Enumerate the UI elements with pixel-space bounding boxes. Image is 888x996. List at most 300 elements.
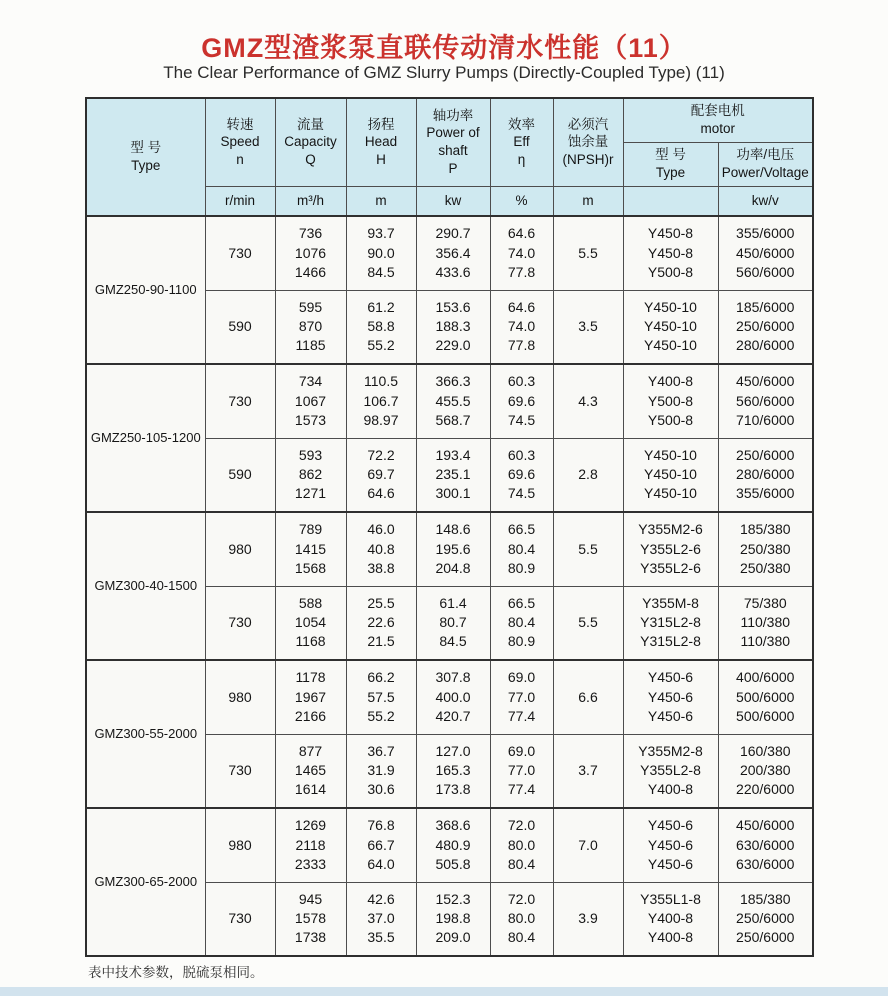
model-label: GMZ250-105-1200 bbox=[90, 430, 201, 446]
value-line: 300.1 bbox=[435, 485, 471, 502]
unit-eff bbox=[490, 186, 553, 216]
value-line: 980 bbox=[228, 688, 252, 705]
col-header-motor-group bbox=[623, 98, 813, 142]
value-line: 290.7 bbox=[435, 225, 471, 242]
value-line: 72.0 bbox=[507, 817, 536, 834]
head-cell bbox=[346, 734, 416, 808]
header-line: 效率 bbox=[508, 116, 535, 132]
npsh-cell bbox=[553, 586, 623, 660]
value-line: 42.6 bbox=[367, 890, 395, 907]
model-cell bbox=[86, 512, 205, 660]
value-line: 980 bbox=[228, 540, 252, 557]
value-line: 4.3 bbox=[578, 392, 598, 409]
value-line: 77.4 bbox=[507, 707, 536, 724]
power-voltage-cell bbox=[718, 660, 813, 734]
value-line: 789 bbox=[298, 521, 323, 538]
value-line: 280/6000 bbox=[736, 466, 795, 483]
col-header-type bbox=[86, 98, 205, 216]
head-cell bbox=[346, 512, 416, 586]
value-line: 74.5 bbox=[507, 411, 536, 428]
model-label: GMZ300-65-2000 bbox=[94, 874, 198, 890]
value-line: 93.7 bbox=[367, 225, 395, 242]
motor-type-cell bbox=[623, 586, 718, 660]
bottom-band bbox=[0, 987, 888, 996]
value-line: 61.2 bbox=[367, 298, 395, 315]
value-line: 200/380 bbox=[739, 762, 791, 779]
power-cell bbox=[416, 512, 490, 586]
value-line: 568.7 bbox=[435, 411, 471, 428]
power-voltage-cell bbox=[718, 290, 813, 364]
head-cell bbox=[346, 290, 416, 364]
value-line: 38.8 bbox=[367, 559, 395, 576]
unit-label: % bbox=[515, 192, 528, 208]
motor-type-cell bbox=[623, 808, 718, 882]
value-line: 250/380 bbox=[739, 540, 791, 557]
value-line: Y450-10 bbox=[644, 466, 697, 483]
value-line: 77.0 bbox=[507, 688, 536, 705]
value-line: 60.3 bbox=[507, 446, 536, 463]
value-line: 2333 bbox=[294, 855, 327, 872]
eff-cell bbox=[490, 512, 553, 586]
power-voltage-cell bbox=[718, 586, 813, 660]
value-line: 433.6 bbox=[435, 263, 471, 280]
value-line: 356.4 bbox=[435, 244, 471, 261]
eff-cell bbox=[490, 808, 553, 882]
value-line: 1076 bbox=[294, 244, 327, 261]
value-line: 2118 bbox=[295, 836, 326, 853]
value-line: 730 bbox=[228, 244, 252, 261]
value-line: 590 bbox=[228, 318, 252, 335]
value-line: 3.9 bbox=[578, 910, 598, 927]
power-voltage-cell bbox=[718, 734, 813, 808]
value-line: Y450-8 bbox=[647, 225, 694, 242]
model-label: GMZ250-90-1100 bbox=[94, 282, 197, 298]
value-line: 877 bbox=[298, 742, 323, 759]
value-line: 193.4 bbox=[435, 446, 471, 463]
value-line: 730 bbox=[228, 762, 252, 779]
speed-cell bbox=[205, 438, 275, 512]
value-line: 46.0 bbox=[367, 521, 395, 538]
value-line: 1568 bbox=[294, 559, 327, 576]
value-line: 80.4 bbox=[507, 614, 536, 631]
value-line: 870 bbox=[298, 318, 323, 335]
capacity-cell bbox=[275, 734, 346, 808]
value-line: Y450-6 bbox=[647, 836, 694, 853]
col-header-eff bbox=[490, 98, 553, 186]
unit-capacity bbox=[275, 186, 346, 216]
unit-speed bbox=[205, 186, 275, 216]
capacity-cell bbox=[275, 290, 346, 364]
value-line: 500/6000 bbox=[736, 707, 795, 724]
power-cell bbox=[416, 808, 490, 882]
power-cell bbox=[416, 438, 490, 512]
unit-label: r/min bbox=[225, 192, 255, 208]
power-voltage-cell bbox=[718, 364, 813, 438]
motor-type-cell bbox=[623, 216, 718, 290]
header-line: 轴功率 bbox=[432, 107, 474, 123]
value-line: 80.4 bbox=[507, 855, 536, 872]
value-line: 505.8 bbox=[435, 855, 471, 872]
value-line: 66.5 bbox=[507, 521, 536, 538]
head-cell bbox=[346, 660, 416, 734]
motor-type-cell bbox=[623, 290, 718, 364]
value-line: 3.5 bbox=[578, 318, 598, 335]
value-line: 98.97 bbox=[363, 411, 399, 428]
value-line: 165.3 bbox=[435, 762, 471, 779]
value-line: 630/6000 bbox=[736, 855, 795, 872]
value-line: 593 bbox=[298, 446, 323, 463]
value-line: Y450-10 bbox=[644, 485, 697, 502]
value-line: 40.8 bbox=[367, 540, 395, 557]
value-line: 160/380 bbox=[739, 742, 791, 759]
speed-cell bbox=[205, 290, 275, 364]
value-line: Y355M2-6 bbox=[638, 521, 703, 538]
value-line: 730 bbox=[228, 392, 252, 409]
value-line: 110.5 bbox=[364, 373, 398, 390]
model-cell bbox=[86, 808, 205, 956]
value-line: 1466 bbox=[294, 263, 327, 280]
header-line: Capacity bbox=[284, 134, 337, 150]
value-line: 450/6000 bbox=[736, 373, 795, 390]
header-line: Speed bbox=[220, 134, 260, 150]
header-line: 配套电机 bbox=[690, 103, 745, 119]
value-line: Y400-8 bbox=[647, 929, 694, 946]
value-line: 64.6 bbox=[507, 225, 536, 242]
eff-cell bbox=[490, 586, 553, 660]
value-line: 127.0 bbox=[435, 742, 471, 759]
header-line: Q bbox=[305, 152, 316, 168]
col-header-speed bbox=[205, 98, 275, 186]
value-line: 736 bbox=[298, 225, 323, 242]
speed-cell bbox=[205, 512, 275, 586]
value-line: 153.6 bbox=[435, 298, 471, 315]
value-line: 77.4 bbox=[507, 781, 536, 798]
value-line: 58.8 bbox=[367, 318, 395, 335]
value-line: 500/6000 bbox=[736, 688, 795, 705]
value-line: Y450-6 bbox=[647, 669, 694, 686]
capacity-cell bbox=[275, 438, 346, 512]
col-header-power bbox=[416, 98, 490, 186]
speed-cell bbox=[205, 216, 275, 290]
page-title: GMZ型渣浆泵直联传动清水性能（11） bbox=[201, 33, 687, 63]
eff-cell bbox=[490, 216, 553, 290]
value-line: 72.0 bbox=[507, 890, 536, 907]
model-label: GMZ300-55-2000 bbox=[94, 726, 198, 742]
value-line: 945 bbox=[298, 890, 323, 907]
unit-label: kw bbox=[444, 192, 462, 208]
col-header-npsh bbox=[553, 98, 623, 186]
value-line: 74.0 bbox=[507, 244, 536, 261]
value-line: 25.5 bbox=[367, 594, 395, 611]
value-line: 77.8 bbox=[507, 263, 536, 280]
model-label: GMZ300-40-1500 bbox=[94, 578, 198, 594]
power-voltage-cell bbox=[718, 438, 813, 512]
value-line: 730 bbox=[228, 614, 252, 631]
unit-head bbox=[346, 186, 416, 216]
head-cell bbox=[346, 438, 416, 512]
value-line: 1614 bbox=[294, 781, 327, 798]
value-line: Y400-8 bbox=[647, 781, 694, 798]
value-line: 588 bbox=[298, 594, 323, 611]
motor-type-cell bbox=[623, 660, 718, 734]
value-line: 250/6000 bbox=[736, 929, 795, 946]
value-line: 64.6 bbox=[507, 298, 536, 315]
value-line: 250/380 bbox=[739, 559, 791, 576]
value-line: 209.0 bbox=[435, 929, 471, 946]
value-line: 250/6000 bbox=[736, 910, 795, 927]
value-line: Y355L1-8 bbox=[640, 890, 701, 907]
value-line: 980 bbox=[228, 836, 252, 853]
value-line: 69.7 bbox=[367, 466, 395, 483]
capacity-cell bbox=[275, 808, 346, 882]
header-line: Type bbox=[131, 158, 161, 173]
value-line: Y450-6 bbox=[647, 855, 694, 872]
header-line: (NPSH)r bbox=[562, 152, 614, 168]
value-line: 80.0 bbox=[507, 836, 536, 853]
motor-type-cell bbox=[623, 734, 718, 808]
value-line: Y450-6 bbox=[647, 817, 694, 834]
model-cell bbox=[86, 660, 205, 808]
col-header-capacity bbox=[275, 98, 346, 186]
value-line: Y355L2-8 bbox=[640, 762, 701, 779]
value-line: 400.0 bbox=[435, 688, 471, 705]
value-line: Y450-8 bbox=[647, 244, 694, 261]
value-line: Y450-6 bbox=[647, 688, 694, 705]
capacity-cell bbox=[275, 660, 346, 734]
header-line: Head bbox=[364, 134, 398, 150]
value-line: 355/6000 bbox=[736, 485, 795, 502]
value-line: 455.5 bbox=[435, 392, 471, 409]
value-line: 7.0 bbox=[578, 836, 598, 853]
eff-cell bbox=[490, 660, 553, 734]
value-line: 480.9 bbox=[435, 836, 471, 853]
value-line: Y315L2-8 bbox=[640, 614, 701, 631]
value-line: 188.3 bbox=[435, 318, 471, 335]
value-line: 152.3 bbox=[435, 890, 471, 907]
value-line: 235.1 bbox=[435, 466, 471, 483]
value-line: 185/380 bbox=[739, 890, 791, 907]
value-line: Y355L2-6 bbox=[640, 540, 701, 557]
header-line: 扬程 bbox=[367, 116, 395, 132]
value-line: 66.5 bbox=[507, 594, 536, 611]
value-line: 84.5 bbox=[439, 633, 467, 650]
value-line: 69.6 bbox=[507, 392, 536, 409]
value-line: 36.7 bbox=[367, 742, 395, 759]
value-line: 35.5 bbox=[367, 929, 395, 946]
header-line: H bbox=[376, 152, 386, 168]
value-line: 420.7 bbox=[435, 707, 471, 724]
value-line: 560/6000 bbox=[736, 392, 795, 409]
speed-cell bbox=[205, 808, 275, 882]
value-line: 1054 bbox=[294, 614, 327, 631]
npsh-cell bbox=[553, 734, 623, 808]
npsh-cell bbox=[553, 438, 623, 512]
value-line: 37.0 bbox=[367, 910, 395, 927]
col-header-motor-type bbox=[623, 142, 718, 186]
npsh-cell bbox=[553, 364, 623, 438]
value-line: 1168 bbox=[295, 633, 326, 650]
value-line: 250/6000 bbox=[736, 446, 795, 463]
eff-cell bbox=[490, 438, 553, 512]
value-line: Y315L2-8 bbox=[640, 633, 701, 650]
value-line: 61.4 bbox=[439, 594, 467, 611]
speed-cell bbox=[205, 364, 275, 438]
value-line: Y500-8 bbox=[647, 411, 694, 428]
col-header-head bbox=[346, 98, 416, 186]
header-line: n bbox=[236, 152, 244, 168]
value-line: 1178 bbox=[295, 669, 326, 686]
value-line: 57.5 bbox=[367, 688, 395, 705]
col-header-power-voltage bbox=[718, 142, 813, 186]
power-cell bbox=[416, 734, 490, 808]
value-line: 66.2 bbox=[367, 669, 395, 686]
motor-type-cell bbox=[623, 364, 718, 438]
value-line: 2166 bbox=[294, 707, 327, 724]
value-line: 1738 bbox=[294, 929, 327, 946]
value-line: 710/6000 bbox=[736, 411, 795, 428]
value-line: Y450-10 bbox=[644, 337, 697, 354]
value-line: 195.6 bbox=[435, 540, 471, 557]
power-cell bbox=[416, 660, 490, 734]
power-voltage-cell bbox=[718, 512, 813, 586]
value-line: 21.5 bbox=[367, 633, 395, 650]
header-line: 功率/电压 bbox=[736, 147, 795, 163]
power-cell bbox=[416, 290, 490, 364]
value-line: 106.7 bbox=[363, 392, 399, 409]
value-line: 307.8 bbox=[435, 669, 471, 686]
motor-type-cell bbox=[623, 438, 718, 512]
npsh-cell bbox=[553, 882, 623, 956]
header-line: η bbox=[517, 152, 526, 168]
value-line: 1415 bbox=[294, 540, 327, 557]
spec-table-container bbox=[85, 97, 814, 957]
value-line: 185/380 bbox=[739, 521, 791, 538]
value-line: 80.9 bbox=[507, 559, 536, 576]
value-line: 80.0 bbox=[507, 910, 536, 927]
value-line: 366.3 bbox=[435, 373, 471, 390]
power-voltage-cell bbox=[718, 216, 813, 290]
value-line: 110/380 bbox=[740, 614, 791, 631]
header-line: motor bbox=[700, 121, 735, 137]
value-line: 1573 bbox=[294, 411, 327, 428]
value-line: Y500-8 bbox=[647, 392, 694, 409]
value-line: Y400-8 bbox=[647, 910, 694, 927]
value-line: 173.8 bbox=[435, 781, 471, 798]
value-line: 84.5 bbox=[367, 263, 395, 280]
model-cell bbox=[86, 216, 205, 364]
header-line: Power of bbox=[426, 125, 480, 141]
value-line: 5.5 bbox=[578, 614, 598, 631]
value-line: Y450-10 bbox=[644, 318, 697, 335]
header-line: P bbox=[448, 161, 458, 177]
unit-npsh bbox=[553, 186, 623, 216]
value-line: 77.8 bbox=[507, 337, 536, 354]
unit-label: m bbox=[375, 192, 387, 208]
power-cell bbox=[416, 216, 490, 290]
capacity-cell bbox=[275, 216, 346, 290]
value-line: 3.7 bbox=[578, 762, 598, 779]
header-line: 型 号 bbox=[130, 140, 162, 156]
value-line: 734 bbox=[298, 373, 323, 390]
value-line: 630/6000 bbox=[736, 836, 795, 853]
footer-note: 表中技术参数，脱硫泵相同。 bbox=[88, 965, 264, 980]
value-line: 5.5 bbox=[578, 540, 598, 557]
value-line: 590 bbox=[228, 466, 252, 483]
value-line: Y355M-8 bbox=[642, 594, 699, 611]
value-line: 595 bbox=[298, 298, 323, 315]
head-cell bbox=[346, 882, 416, 956]
value-line: 64.6 bbox=[367, 485, 395, 502]
value-line: 90.0 bbox=[367, 244, 395, 261]
speed-cell bbox=[205, 882, 275, 956]
power-cell bbox=[416, 364, 490, 438]
capacity-cell bbox=[275, 586, 346, 660]
value-line: 31.9 bbox=[367, 762, 395, 779]
unit-power-voltage bbox=[718, 186, 813, 216]
value-line: 220/6000 bbox=[736, 781, 795, 798]
header-line: Type bbox=[655, 165, 686, 180]
unit-label: kw/v bbox=[751, 192, 779, 208]
header-line: 必须汽 bbox=[567, 116, 609, 132]
value-line: 148.6 bbox=[435, 521, 471, 538]
value-line: 69.0 bbox=[507, 742, 536, 759]
header-line: shaft bbox=[438, 143, 468, 159]
value-line: Y450-10 bbox=[644, 298, 697, 315]
header-line: 流量 bbox=[297, 116, 324, 132]
value-line: 250/6000 bbox=[736, 318, 795, 335]
value-line: Y450-10 bbox=[644, 446, 697, 463]
eff-cell bbox=[490, 290, 553, 364]
header-line: Eff bbox=[513, 134, 530, 150]
unit-label: m bbox=[582, 192, 594, 208]
model-cell bbox=[86, 364, 205, 512]
power-cell bbox=[416, 586, 490, 660]
value-line: 2.8 bbox=[578, 466, 598, 483]
speed-cell bbox=[205, 586, 275, 660]
eff-cell bbox=[490, 882, 553, 956]
value-line: 450/6000 bbox=[736, 244, 795, 261]
value-line: 450/6000 bbox=[736, 817, 795, 834]
value-line: 400/6000 bbox=[736, 669, 795, 686]
npsh-cell bbox=[553, 808, 623, 882]
value-line: 66.7 bbox=[367, 836, 395, 853]
npsh-cell bbox=[553, 216, 623, 290]
page-subtitle: The Clear Performance of GMZ Slurry Pumps (Directly-Coupled Type) (11) bbox=[163, 63, 725, 82]
value-line: 730 bbox=[228, 910, 252, 927]
capacity-cell bbox=[275, 364, 346, 438]
value-line: 355/6000 bbox=[736, 225, 795, 242]
header-line: Power/Voltage bbox=[721, 165, 809, 180]
value-line: 55.2 bbox=[367, 337, 395, 354]
value-line: 862 bbox=[298, 466, 323, 483]
value-line: 69.0 bbox=[507, 669, 536, 686]
eff-cell bbox=[490, 364, 553, 438]
value-line: 560/6000 bbox=[736, 263, 795, 280]
value-line: 1578 bbox=[294, 910, 327, 927]
value-line: 80.4 bbox=[507, 540, 536, 557]
speed-cell bbox=[205, 660, 275, 734]
power-voltage-cell bbox=[718, 808, 813, 882]
motor-type-cell bbox=[623, 882, 718, 956]
value-line: 1967 bbox=[294, 688, 327, 705]
motor-type-cell bbox=[623, 512, 718, 586]
value-line: 368.6 bbox=[435, 817, 471, 834]
value-line: 1271 bbox=[294, 485, 327, 502]
header-line: 蚀余量 bbox=[567, 134, 609, 150]
capacity-cell bbox=[275, 882, 346, 956]
value-line: 1067 bbox=[294, 392, 327, 409]
head-cell bbox=[346, 216, 416, 290]
